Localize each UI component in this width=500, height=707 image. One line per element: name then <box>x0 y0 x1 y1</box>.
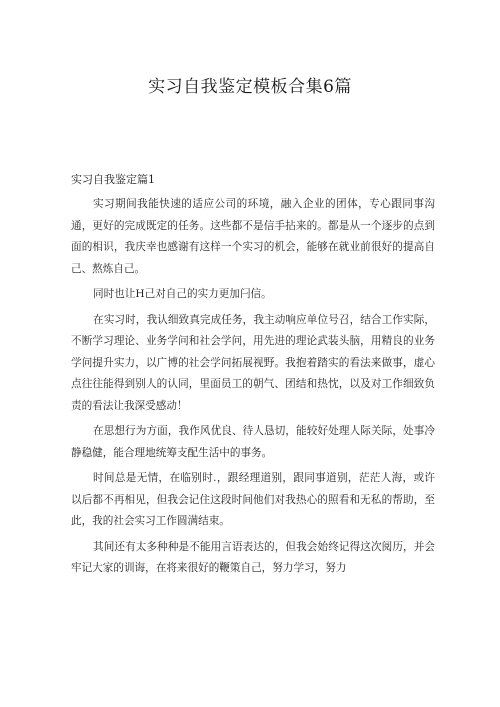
paragraph: 同时也让H己对自己的实力更加闩信。 <box>93 288 272 300</box>
paragraph: 在实习时，我认细致真完成任务，我主动响应单位号召，结合工作实际，不断学习理论、业务学问和社会学问，用先进的理论武装头脑，用精良的业务学问提升实力，以广博的社会学问拓展视野。我抱着踏实的看法来做事，虚心点往往能得到别人的认同，里面员工的朝气、团结和热忱，以及对工作细致负责的看法让我深受感动！ <box>71 313 435 412</box>
document-body <box>71 194 435 584</box>
paragraph: 其间还有太多种种是不能用言语表达的，但我会始终记得这次阅历，并会牢记大家的训诲，在将来很好的鞭策自己，努力学习，努力 <box>71 540 435 574</box>
section-heading: 实习自我鉴定篇1 <box>71 173 155 186</box>
document-title: 实习自我鉴定模板合集6篇 <box>148 77 352 97</box>
paragraph: 在思想行为方面，我作风优良、待人恳切，能较好处理人际关际，处事冷静稳健，能合理地统筹支配生活中的事务。 <box>71 425 435 459</box>
paragraph: 时间总是无情，在临别时.，跟经理道别，跟同事道别，茫茫人海，或许以后都不再相见，但我会记住这段时间他们对我热心的照看和无私的帮助，至此，我的社会实习工作圆满结束。 <box>71 472 435 527</box>
paragraph: 实习期间我能快速的适应公司的环境，融入企业的团体，专心跟同事沟通，更好的完成既定的任务。这些都不是信手拈来的。都是从一个逐步的点到面的相识，我庆幸也感谢有这样一个实习的机会，能够在就业前很好的提高自己、熬炼自己。 <box>71 198 435 275</box>
